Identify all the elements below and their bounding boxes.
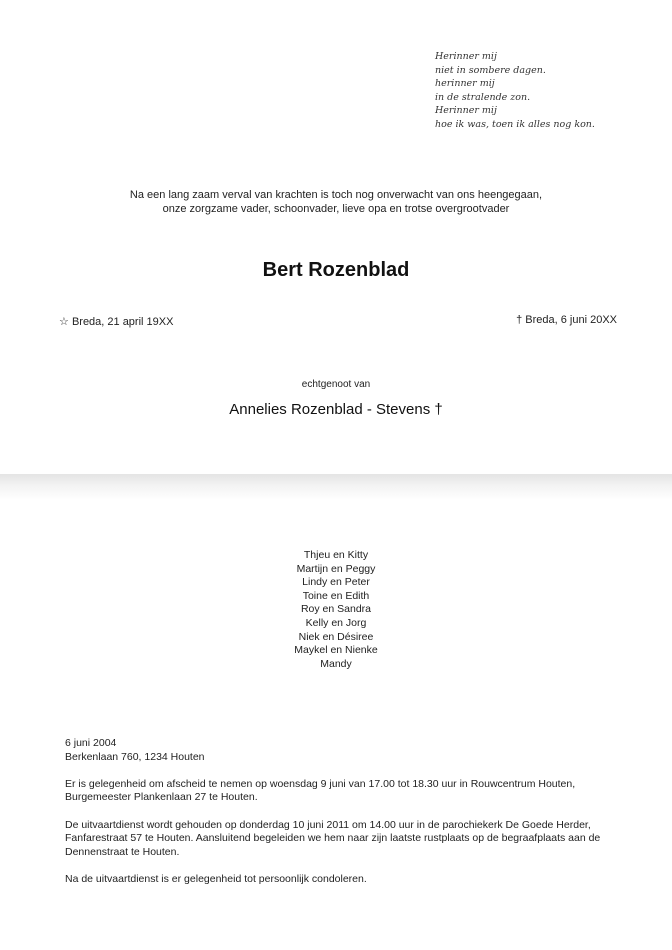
family-member: Mandy xyxy=(320,657,352,670)
service-line-2: Fanfarestraat 57 te Houten. Aansluitend begeleiden we hem naar zijn laatste rustplaats op de begraafplaats aan de xyxy=(65,832,601,845)
visitation-line-2: Burgemeester Plankenlaan 27 te Houten. xyxy=(65,791,258,804)
family-member: Lindy en Peter xyxy=(302,576,370,589)
poem xyxy=(435,50,655,131)
birth-info xyxy=(59,315,173,328)
family-list xyxy=(0,549,672,671)
visitation-line-1: Er is gelegenheid om afscheid te nemen op woensdag 9 juni van 17.00 tot 18.30 uur in Rouwcentrum Houten, xyxy=(65,777,576,790)
service-info xyxy=(65,819,635,860)
poem-line: herinner mij xyxy=(435,78,495,89)
birth-text: Breda, 21 april 19XX xyxy=(71,316,174,328)
family-member: Roy en Sandra xyxy=(300,603,372,616)
death-info xyxy=(516,314,617,326)
home-address: Berkenlaan 760, 1234 Houten xyxy=(65,750,205,763)
deceased-name: Bert Rozenblad xyxy=(262,259,410,281)
service-line-1: De uitvaartdienst wordt gehouden op donderdag 10 juni 2011 om 14.00 uur in de parochiekerk De Goede Herder, xyxy=(65,818,591,831)
fold-shadow xyxy=(0,474,672,500)
poem-line: hoe ik was, toen ik alles nog kon. xyxy=(435,118,595,130)
card-front xyxy=(0,0,672,474)
family-member: Toine en Edith xyxy=(302,589,370,602)
notice-date: 6 juni 2004 xyxy=(65,737,117,749)
family-member: Niek en Désiree xyxy=(298,630,374,643)
spouse-name-line xyxy=(0,401,672,418)
family-member: Maykel en Nienke xyxy=(294,644,378,657)
intro-line-1: Na een lang zaam verval van krachten is toch nog onverwacht van ons heengegaan, xyxy=(129,189,543,201)
poem-line: niet in sombere dagen. xyxy=(435,64,546,76)
funeral-details xyxy=(65,737,635,900)
visitation-info xyxy=(65,778,635,805)
poem-line: in de stralende zon. xyxy=(435,91,531,103)
cross-icon: † xyxy=(516,314,523,326)
poem-line: Herinner mij xyxy=(435,105,497,116)
family-member: Thjeu en Kitty xyxy=(303,549,369,561)
intro-text xyxy=(0,188,672,216)
poem-line: Herinner mij xyxy=(435,51,497,62)
death-text: Breda, 6 juni 20XX xyxy=(525,314,617,326)
service-line-3: Dennenstraat te Houten. xyxy=(65,845,180,858)
cross-icon: † xyxy=(434,401,443,418)
date-address xyxy=(65,737,635,764)
family-member: Kelly en Jorg xyxy=(305,616,367,629)
star-icon: ☆ xyxy=(59,316,69,328)
intro-line-2: onze zorgzame vader, schoonvader, lieve opa en trotse overgrootvader xyxy=(162,203,510,215)
family-member: Martijn en Peggy xyxy=(296,562,376,575)
spouse-name: Annelies Rozenblad - Stevens xyxy=(229,401,431,418)
condolence-info: Na de uitvaartdienst is er gelegenheid tot persoonlijk condoleren. xyxy=(65,872,367,885)
spouse-label: echtgenoot van xyxy=(301,379,371,390)
